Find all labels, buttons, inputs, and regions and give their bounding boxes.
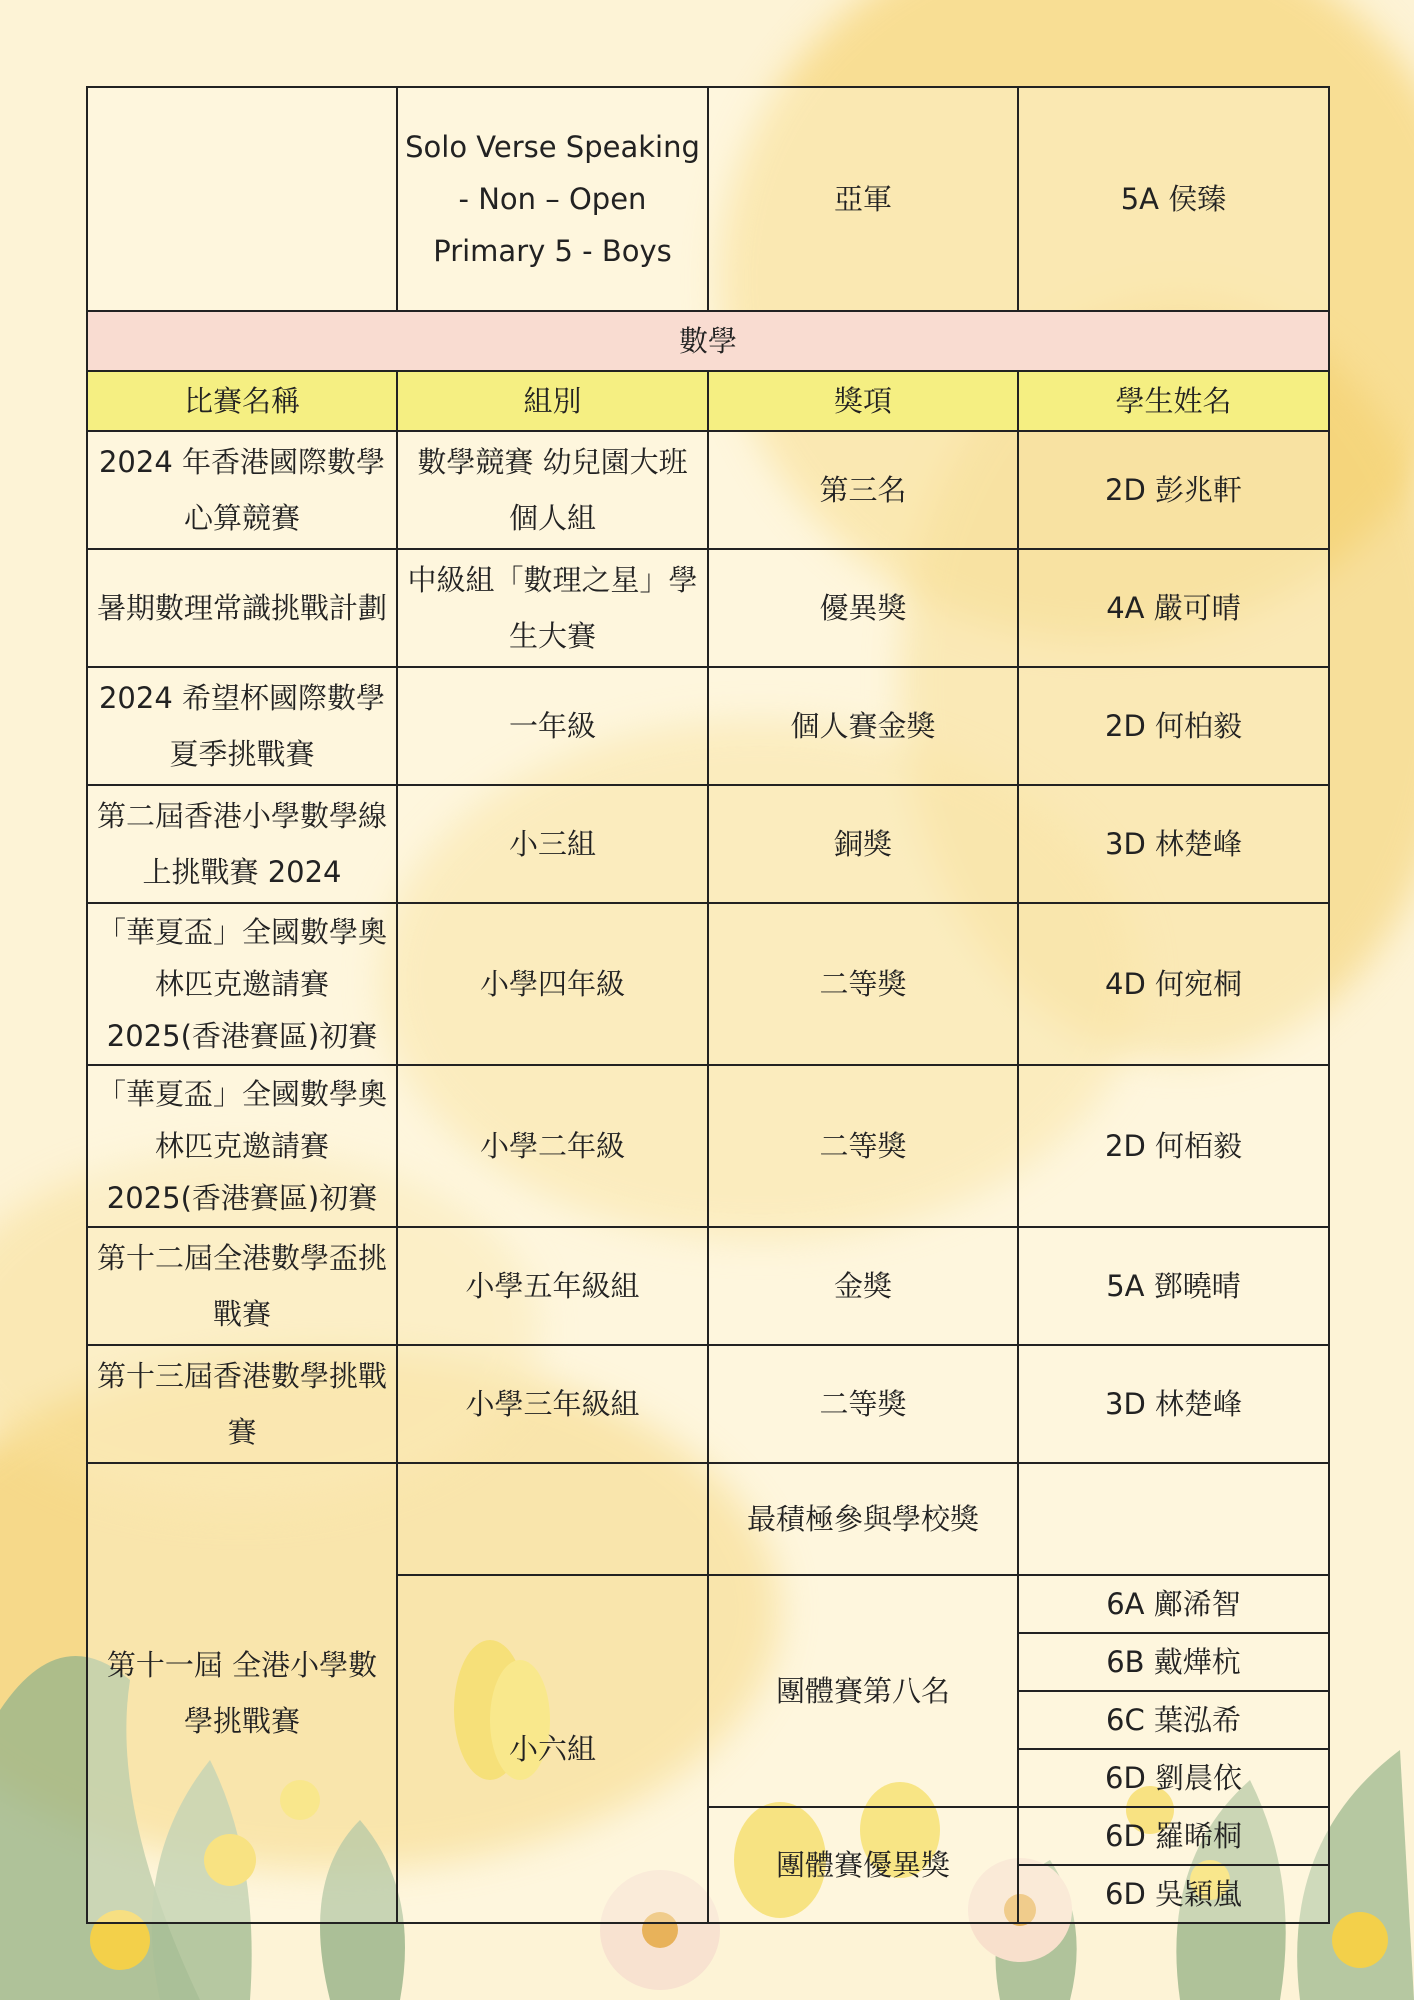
section-header-row (87, 311, 1329, 371)
header-student: 學生姓名 (1018, 371, 1329, 431)
student-cell: 6C 葉泓希 (1018, 1691, 1329, 1749)
header-award: 獎項 (708, 371, 1018, 431)
award-cell: 銅獎 (708, 785, 1018, 903)
table-row (87, 1227, 1329, 1345)
student-cell (1018, 1463, 1329, 1575)
awards-table (86, 86, 1330, 1924)
student-cell: 2D 彭兆軒 (1018, 431, 1329, 549)
table-row (87, 1065, 1329, 1227)
group-cell: 數學競賽 幼兒園大班個人組 (397, 431, 708, 549)
student-cell: 6D 劉晨依 (1018, 1749, 1329, 1807)
student-cell: 3D 林楚峰 (1018, 785, 1329, 903)
table-row (87, 549, 1329, 667)
column-header-row (87, 371, 1329, 431)
competition-cell: 「華夏盃」全國數學奧林匹克邀請賽 2025(香港賽區)初賽 (87, 903, 397, 1065)
table-row (87, 431, 1329, 549)
table-row (87, 667, 1329, 785)
group-cell: Solo Verse Speaking - Non – Open Primary 5 - Boys (397, 87, 708, 311)
competition-cell: 2024 年香港國際數學心算競賽 (87, 431, 397, 549)
student-cell: 5A 鄧曉晴 (1018, 1227, 1329, 1345)
student-cell: 4A 嚴可晴 (1018, 549, 1329, 667)
group-cell: 小三組 (397, 785, 708, 903)
award-cell: 二等獎 (708, 1345, 1018, 1463)
section-title: 數學 (87, 311, 1329, 371)
header-group: 組別 (397, 371, 708, 431)
award-cell: 二等獎 (708, 1065, 1018, 1227)
student-cell: 5A 侯臻 (1018, 87, 1329, 311)
group-cell (397, 1463, 708, 1575)
competition-cell: 暑期數理常識挑戰計劃 (87, 549, 397, 667)
table-row (87, 1345, 1329, 1463)
student-cell: 6D 吳穎嵐 (1018, 1865, 1329, 1923)
award-cell: 第三名 (708, 431, 1018, 549)
student-cell: 2D 何栢毅 (1018, 1065, 1329, 1227)
award-cell: 團體賽第八名 (708, 1575, 1018, 1807)
table-row (87, 903, 1329, 1065)
competition-cell: 第十一屆 全港小學數學挑戰賽 (87, 1463, 397, 1923)
student-cell: 6A 鄺浠智 (1018, 1575, 1329, 1633)
group-cell: 中級組「數理之星」學生大賽 (397, 549, 708, 667)
table-row (87, 785, 1329, 903)
group-cell: 小學二年級 (397, 1065, 708, 1227)
competition-cell (87, 87, 397, 311)
competition-cell: 第二屆香港小學數學線上挑戰賽 2024 (87, 785, 397, 903)
header-competition: 比賽名稱 (87, 371, 397, 431)
award-cell: 二等獎 (708, 903, 1018, 1065)
award-cell: 金獎 (708, 1227, 1018, 1345)
table-row (87, 87, 1329, 311)
group-cell: 小學四年級 (397, 903, 708, 1065)
award-cell: 最積極參與學校獎 (708, 1463, 1018, 1575)
student-cell: 3D 林楚峰 (1018, 1345, 1329, 1463)
competition-cell: 「華夏盃」全國數學奧林匹克邀請賽 2025(香港賽區)初賽 (87, 1065, 397, 1227)
award-cell: 團體賽優異獎 (708, 1807, 1018, 1923)
award-cell: 優異獎 (708, 549, 1018, 667)
group-cell: 小學三年級組 (397, 1345, 708, 1463)
group-cell: 一年級 (397, 667, 708, 785)
competition-cell: 第十二屆全港數學盃挑戰賽 (87, 1227, 397, 1345)
student-cell: 2D 何柏毅 (1018, 667, 1329, 785)
award-cell: 個人賽金獎 (708, 667, 1018, 785)
competition-cell: 2024 希望杯國際數學夏季挑戰賽 (87, 667, 397, 785)
student-cell: 4D 何宛桐 (1018, 903, 1329, 1065)
award-cell: 亞軍 (708, 87, 1018, 311)
table-row (87, 1463, 1329, 1575)
student-cell: 6D 羅晞桐 (1018, 1807, 1329, 1865)
student-cell: 6B 戴燁杭 (1018, 1633, 1329, 1691)
group-cell: 小六組 (397, 1575, 708, 1923)
competition-cell: 第十三屆香港數學挑戰賽 (87, 1345, 397, 1463)
group-cell: 小學五年級組 (397, 1227, 708, 1345)
